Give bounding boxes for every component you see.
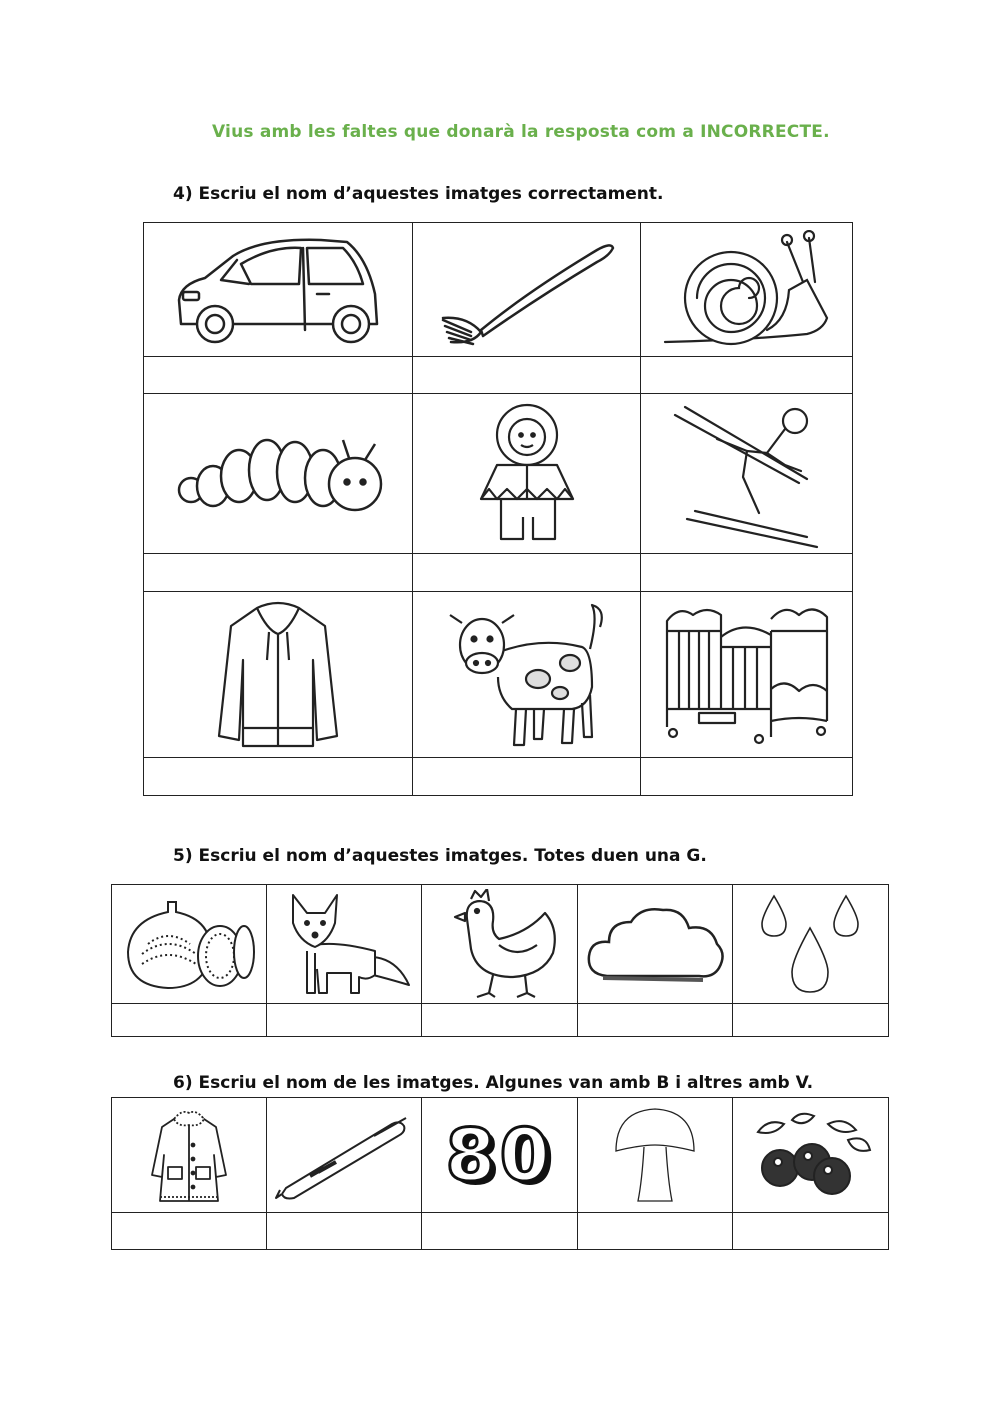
cow-icon (442, 597, 612, 752)
crib-icon (659, 597, 834, 752)
answer-input[interactable] (645, 764, 847, 790)
image-cell (733, 885, 889, 1004)
image-cell (413, 223, 641, 357)
figs-icon (122, 894, 257, 994)
answer-cell[interactable] (144, 758, 413, 796)
image-cell (112, 1098, 267, 1213)
image-cell (578, 885, 733, 1004)
answer-input[interactable] (150, 560, 406, 586)
hen-icon (437, 889, 562, 999)
answer-input[interactable] (736, 1007, 886, 1033)
answer-input[interactable] (645, 362, 847, 388)
answer-input[interactable] (115, 1218, 264, 1244)
answer-cell[interactable] (578, 1213, 733, 1250)
warning-note: Vius amb les faltes que donarà la resposta com a INCORRECTE. (212, 122, 830, 142)
answer-cell[interactable] (112, 1004, 267, 1037)
car-icon (171, 232, 386, 347)
answer-cell[interactable] (578, 1004, 733, 1037)
exercise-5-title: 5) Escriu el nom d’aquestes imatges. Totes duen una G. (173, 846, 707, 866)
answer-input[interactable] (736, 1218, 886, 1244)
answer-cell[interactable] (267, 1213, 422, 1250)
jacket-icon (213, 600, 343, 750)
image-cell (733, 1098, 889, 1213)
image-cell (641, 394, 853, 554)
answer-input[interactable] (425, 1007, 575, 1033)
answer-input[interactable] (581, 1218, 730, 1244)
answer-input[interactable] (150, 362, 406, 388)
berries-icon (748, 1110, 873, 1200)
answer-cell[interactable] (641, 554, 853, 592)
exercise-6-grid (111, 1097, 889, 1250)
answer-input[interactable] (418, 362, 635, 388)
answer-cell[interactable] (422, 1213, 578, 1250)
skier-icon (667, 399, 827, 549)
cloud-icon (583, 904, 728, 984)
exercise-6-title: 6) Escriu el nom de les imatges. Algunes van amb B i altres amb V. (173, 1073, 814, 1093)
answer-input[interactable] (425, 1218, 575, 1244)
image-cell (144, 394, 413, 554)
answer-input[interactable] (115, 1007, 264, 1033)
answer-cell[interactable] (144, 554, 413, 592)
answer-cell[interactable] (144, 357, 413, 394)
answer-cell[interactable] (267, 1004, 422, 1037)
answer-cell[interactable] (112, 1213, 267, 1250)
image-cell (422, 885, 578, 1004)
image-cell (144, 592, 413, 758)
caterpillar-icon (171, 424, 386, 524)
image-cell (422, 1098, 578, 1213)
answer-cell[interactable] (641, 357, 853, 394)
answer-cell[interactable] (413, 758, 641, 796)
answer-input[interactable] (581, 1007, 730, 1033)
answer-cell[interactable] (733, 1004, 889, 1037)
image-cell (144, 223, 413, 357)
drops-icon (756, 892, 866, 997)
fork-icon (437, 232, 617, 347)
image-cell (112, 885, 267, 1004)
answer-cell[interactable] (413, 554, 641, 592)
eskimo-icon (467, 399, 587, 549)
exercise-4-title: 4) Escriu el nom d’aquestes imatges correctament. (173, 184, 664, 204)
answer-input[interactable] (270, 1218, 419, 1244)
answer-cell[interactable] (641, 758, 853, 796)
answer-input[interactable] (270, 1007, 419, 1033)
number-80-icon: 80 (445, 1113, 554, 1197)
answer-cell[interactable] (733, 1213, 889, 1250)
answer-input[interactable] (150, 764, 406, 790)
image-cell (578, 1098, 733, 1213)
image-cell (267, 885, 422, 1004)
image-cell (641, 592, 853, 758)
exercise-4-grid (143, 222, 853, 796)
answer-cell[interactable] (422, 1004, 578, 1037)
image-cell (267, 1098, 422, 1213)
image-cell (413, 592, 641, 758)
mushroom-icon (610, 1105, 700, 1205)
answer-input[interactable] (418, 764, 635, 790)
image-cell (413, 394, 641, 554)
fox-icon (277, 889, 412, 999)
pen-icon (274, 1110, 414, 1200)
answer-cell[interactable] (413, 357, 641, 394)
snail-icon (657, 230, 837, 350)
exercise-5-grid (111, 884, 889, 1037)
answer-input[interactable] (418, 560, 635, 586)
answer-input[interactable] (645, 560, 847, 586)
image-cell (641, 223, 853, 357)
coat-icon (144, 1105, 234, 1205)
